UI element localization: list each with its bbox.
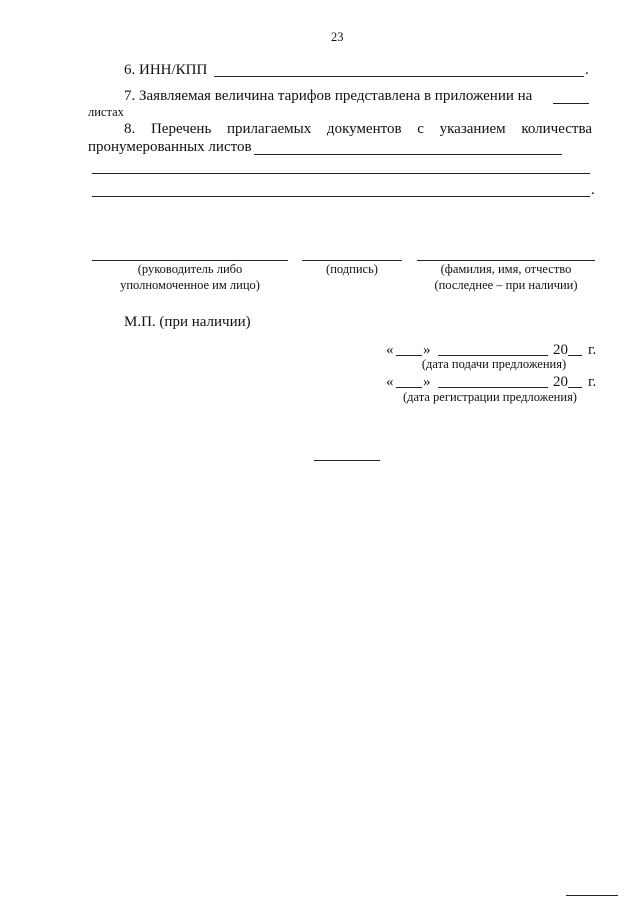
head-caption-line2: уполномоченное им лицо): [120, 278, 260, 292]
head-signature-line[interactable]: [92, 260, 288, 261]
fio-caption-line1: (фамилия, имя, отчество: [440, 262, 572, 276]
registration-year-prefix: 20: [553, 374, 568, 390]
stamp-label: М.П. (при наличии): [124, 314, 251, 330]
registration-date-close: »: [423, 374, 431, 390]
documents-field-3[interactable]: [92, 196, 590, 197]
tariffs-continuation: листах: [88, 105, 124, 119]
tariffs-sheets-field[interactable]: [553, 103, 589, 104]
fio-caption-line2: (последнее – при наличии): [434, 278, 578, 292]
footer-mark: [566, 895, 618, 896]
submission-year-prefix: 20: [553, 342, 568, 358]
inn-kpp-label: 6. ИНН/КПП: [124, 62, 208, 78]
submission-date-caption: (дата подачи предложения): [421, 357, 567, 371]
registration-year-field[interactable]: [568, 387, 582, 388]
registration-date-open: «: [386, 374, 394, 390]
documents-end: .: [591, 182, 595, 198]
submission-date-open: «: [386, 342, 394, 358]
submission-month-field[interactable]: [438, 355, 548, 356]
end-separator: [314, 460, 380, 461]
registration-date-caption: (дата регистрации предложения): [403, 390, 577, 404]
inn-kpp-field[interactable]: [214, 76, 584, 77]
head-caption-line1: (руководитель либо: [137, 262, 243, 276]
signature-line[interactable]: [302, 260, 402, 261]
registration-month-field[interactable]: [438, 387, 548, 388]
submission-day-field[interactable]: [396, 355, 422, 356]
submission-year-suffix: г.: [588, 342, 597, 358]
registration-day-field[interactable]: [396, 387, 422, 388]
documents-line2: пронумерованных листов: [88, 139, 252, 155]
fio-line[interactable]: [417, 260, 595, 261]
page-number: 23: [331, 30, 344, 44]
signature-caption: (подпись): [326, 262, 378, 276]
submission-date-close: »: [423, 342, 431, 358]
inn-kpp-end: .: [585, 62, 589, 78]
tariffs-text: 7. Заявляемая величина тарифов представлена в приложении на: [124, 88, 533, 104]
submission-year-field[interactable]: [568, 355, 582, 356]
documents-field-1[interactable]: [254, 154, 562, 155]
documents-field-2[interactable]: [92, 173, 590, 174]
registration-year-suffix: г.: [588, 374, 597, 390]
documents-line1: 8. Перечень прилагаемых документов с указанием количества: [124, 121, 592, 137]
